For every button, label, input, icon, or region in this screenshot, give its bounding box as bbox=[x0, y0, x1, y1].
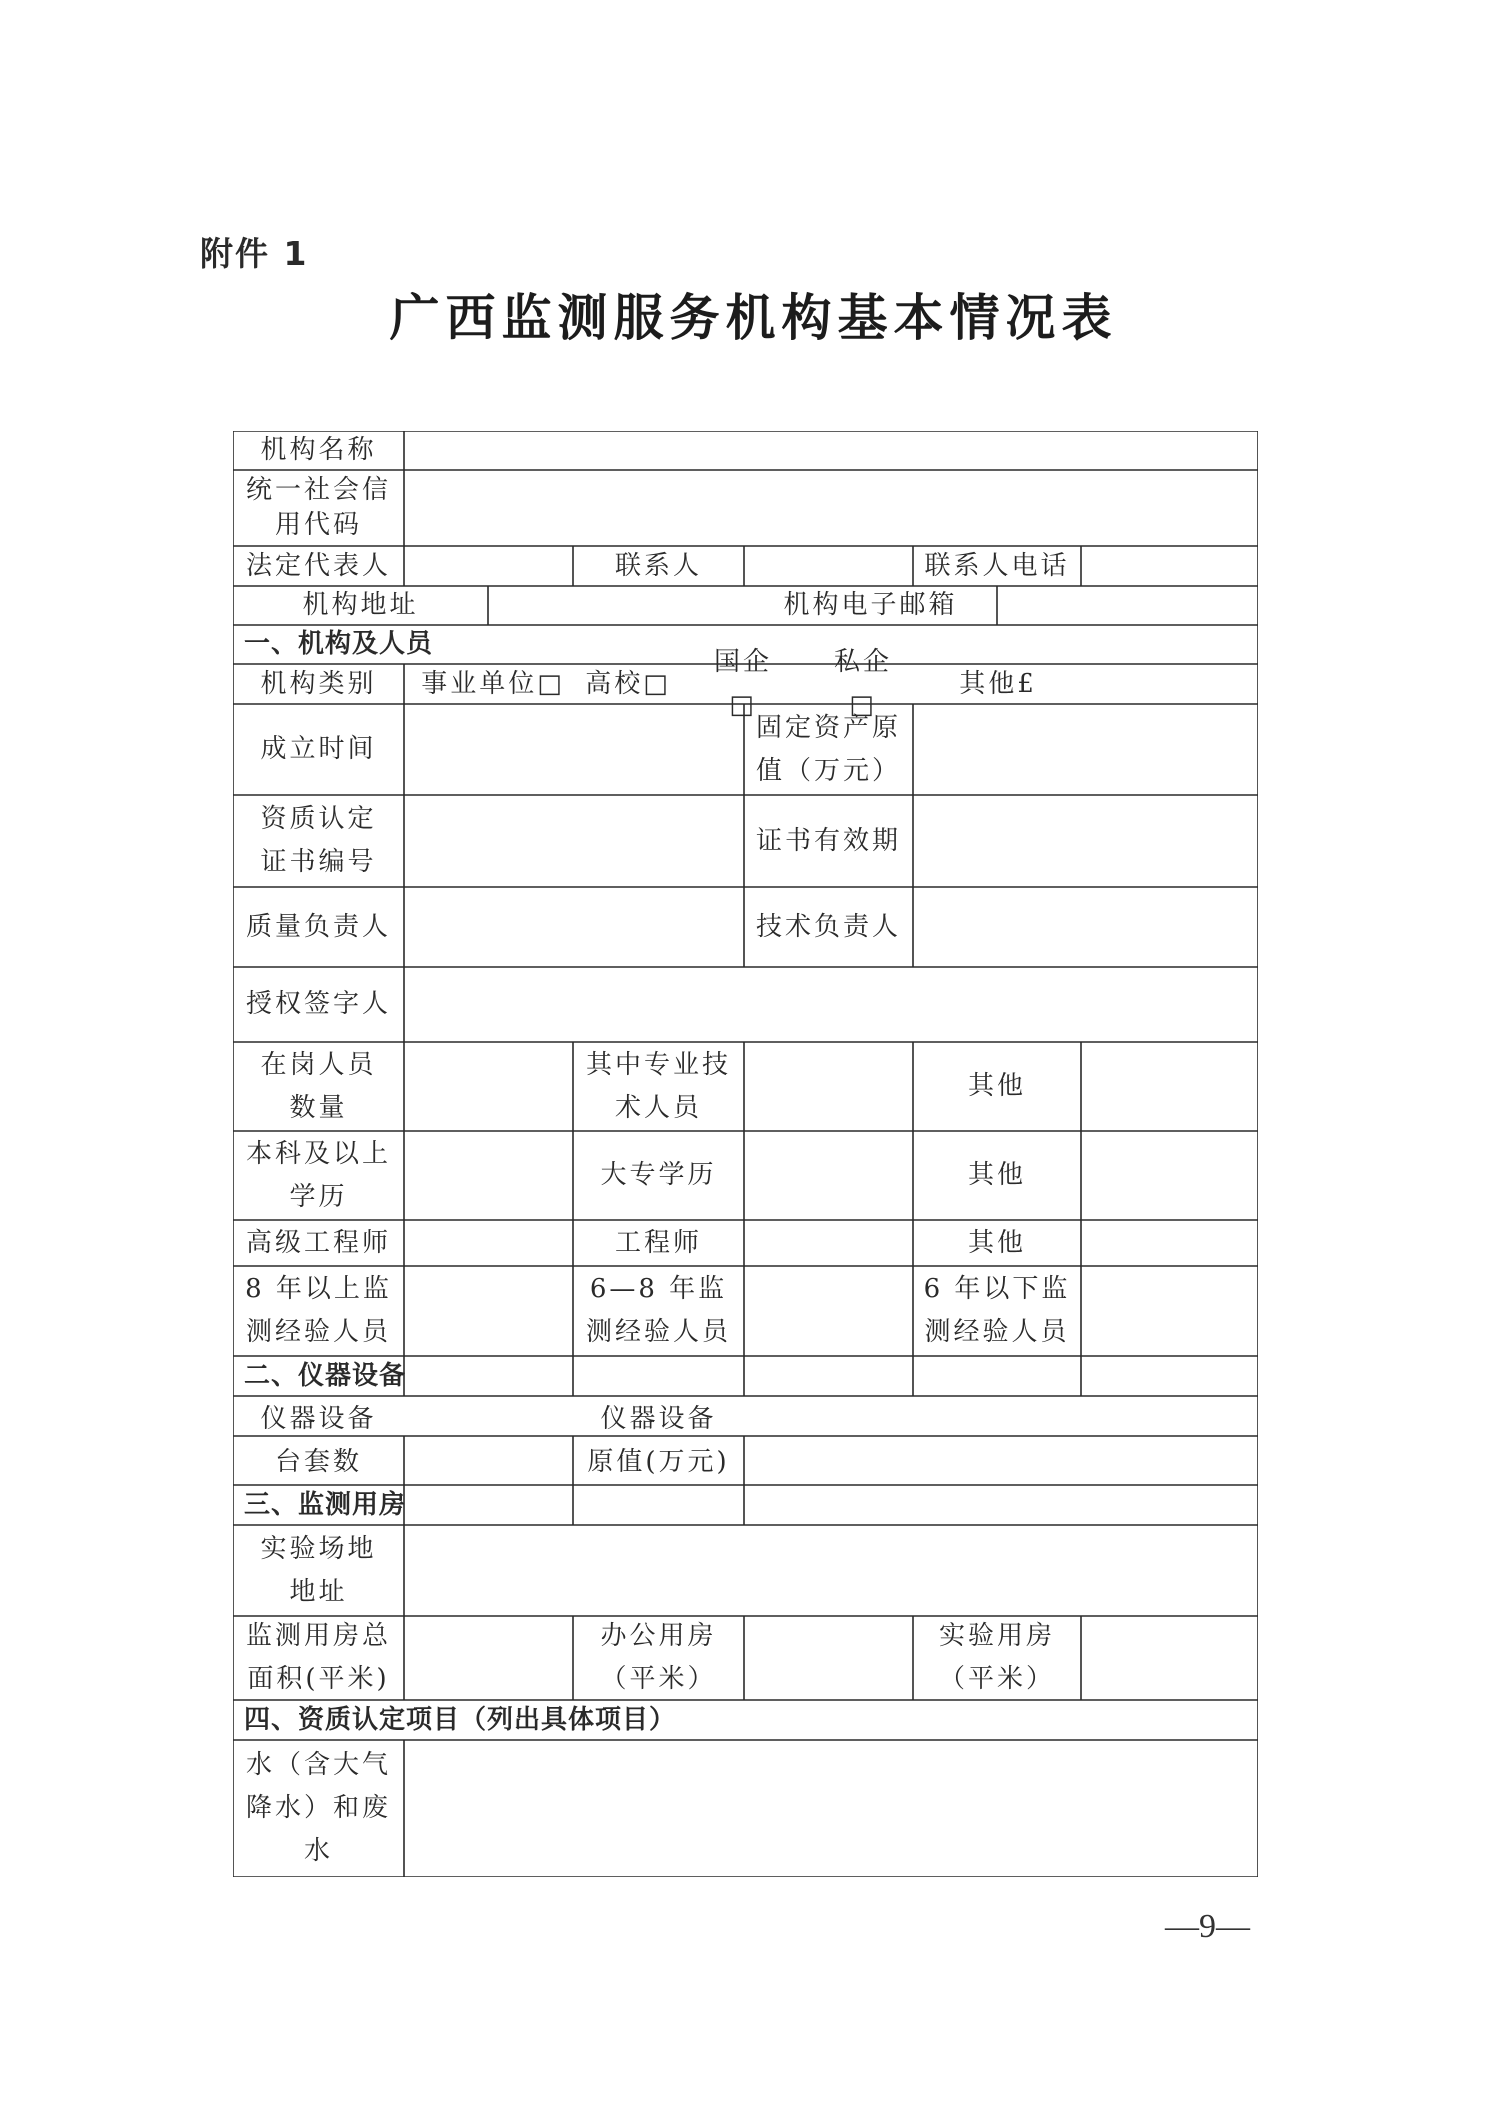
senior-eng-label: 高级工程师 bbox=[245, 1227, 391, 1258]
exp-6less-label: 6 年以下监 测经验人员 bbox=[923, 1274, 1071, 1347]
option-university[interactable]: 高校□ bbox=[585, 668, 671, 699]
section-org-staff: 一、机构及人员 bbox=[244, 629, 434, 659]
credit-code-label: 统一社会信 用代码 bbox=[245, 475, 391, 540]
other-staff-label: 其他 bbox=[967, 1071, 1026, 1101]
lab-room-label: 实验用房 （平米） bbox=[938, 1621, 1055, 1694]
attachment-label: 附件 1 bbox=[200, 234, 309, 273]
address-label: 机构地址 bbox=[302, 590, 419, 620]
contact-phone-label: 联系人电话 bbox=[924, 550, 1070, 581]
legal-rep-label: 法定代表人 bbox=[245, 550, 391, 581]
info-table bbox=[233, 431, 1258, 1877]
cert-no-label: 资质认定 证书编号 bbox=[260, 804, 377, 877]
section-equipment: 二、仪器设备 bbox=[244, 1360, 407, 1391]
fixed-assets-label: 固定资产原 值（万元） bbox=[755, 712, 901, 786]
email-label: 机构电子邮箱 bbox=[783, 590, 958, 620]
option-public-institution[interactable]: 事业单位□ bbox=[421, 668, 565, 699]
exp-8plus-label: 8 年以上监 测经验人员 bbox=[245, 1274, 392, 1347]
other-edu-label: 其他 bbox=[967, 1160, 1026, 1190]
cert-valid-label: 证书有效期 bbox=[755, 825, 901, 856]
water-label: 水（含大气 降水）和废 水 bbox=[245, 1750, 391, 1866]
other-title-label: 其他 bbox=[967, 1227, 1026, 1258]
section-qualification: 四、资质认定项目（列出具体项目） bbox=[244, 1704, 677, 1735]
staff-count-label: 在岗人员 数量 bbox=[260, 1049, 377, 1123]
option-other[interactable]: 其他£ bbox=[959, 668, 1037, 699]
bachelor-label: 本科及以上 学历 bbox=[245, 1138, 391, 1212]
contact-label: 联系人 bbox=[614, 550, 702, 581]
lab-address-label: 实验场地 地址 bbox=[260, 1533, 377, 1607]
section-rooms: 三、监测用房 bbox=[244, 1489, 407, 1520]
founded-label: 成立时间 bbox=[260, 734, 377, 764]
page-number: —9— bbox=[1165, 1908, 1250, 1945]
office-room-label: 办公用房 （平米） bbox=[600, 1621, 717, 1694]
tech-head-label: 技术负责人 bbox=[755, 911, 901, 942]
form-title: 广西监测服务机构基本情况表 bbox=[389, 288, 1118, 347]
option-private-enterprise[interactable]: 私企□ bbox=[833, 647, 892, 720]
option-state-enterprise[interactable]: 国企□ bbox=[713, 647, 772, 720]
pro-tech-label: 其中专业技 术人员 bbox=[585, 1049, 731, 1123]
total-area-label: 监测用房总 面积(平米) bbox=[245, 1621, 391, 1694]
equip-value-label: 仪器设备 原值(万元) bbox=[587, 1403, 730, 1477]
signatory-label: 授权签字人 bbox=[245, 989, 391, 1019]
org-name-label: 机构名称 bbox=[260, 435, 377, 465]
exp-6to8-label: 6—8 年监 测经验人员 bbox=[585, 1274, 731, 1347]
college-label: 大专学历 bbox=[600, 1160, 717, 1190]
quality-head-label: 质量负责人 bbox=[245, 911, 391, 942]
engineer-label: 工程师 bbox=[614, 1227, 702, 1258]
equip-count-label: 仪器设备 台套数 bbox=[260, 1403, 377, 1477]
org-type-label: 机构类别 bbox=[260, 668, 377, 699]
